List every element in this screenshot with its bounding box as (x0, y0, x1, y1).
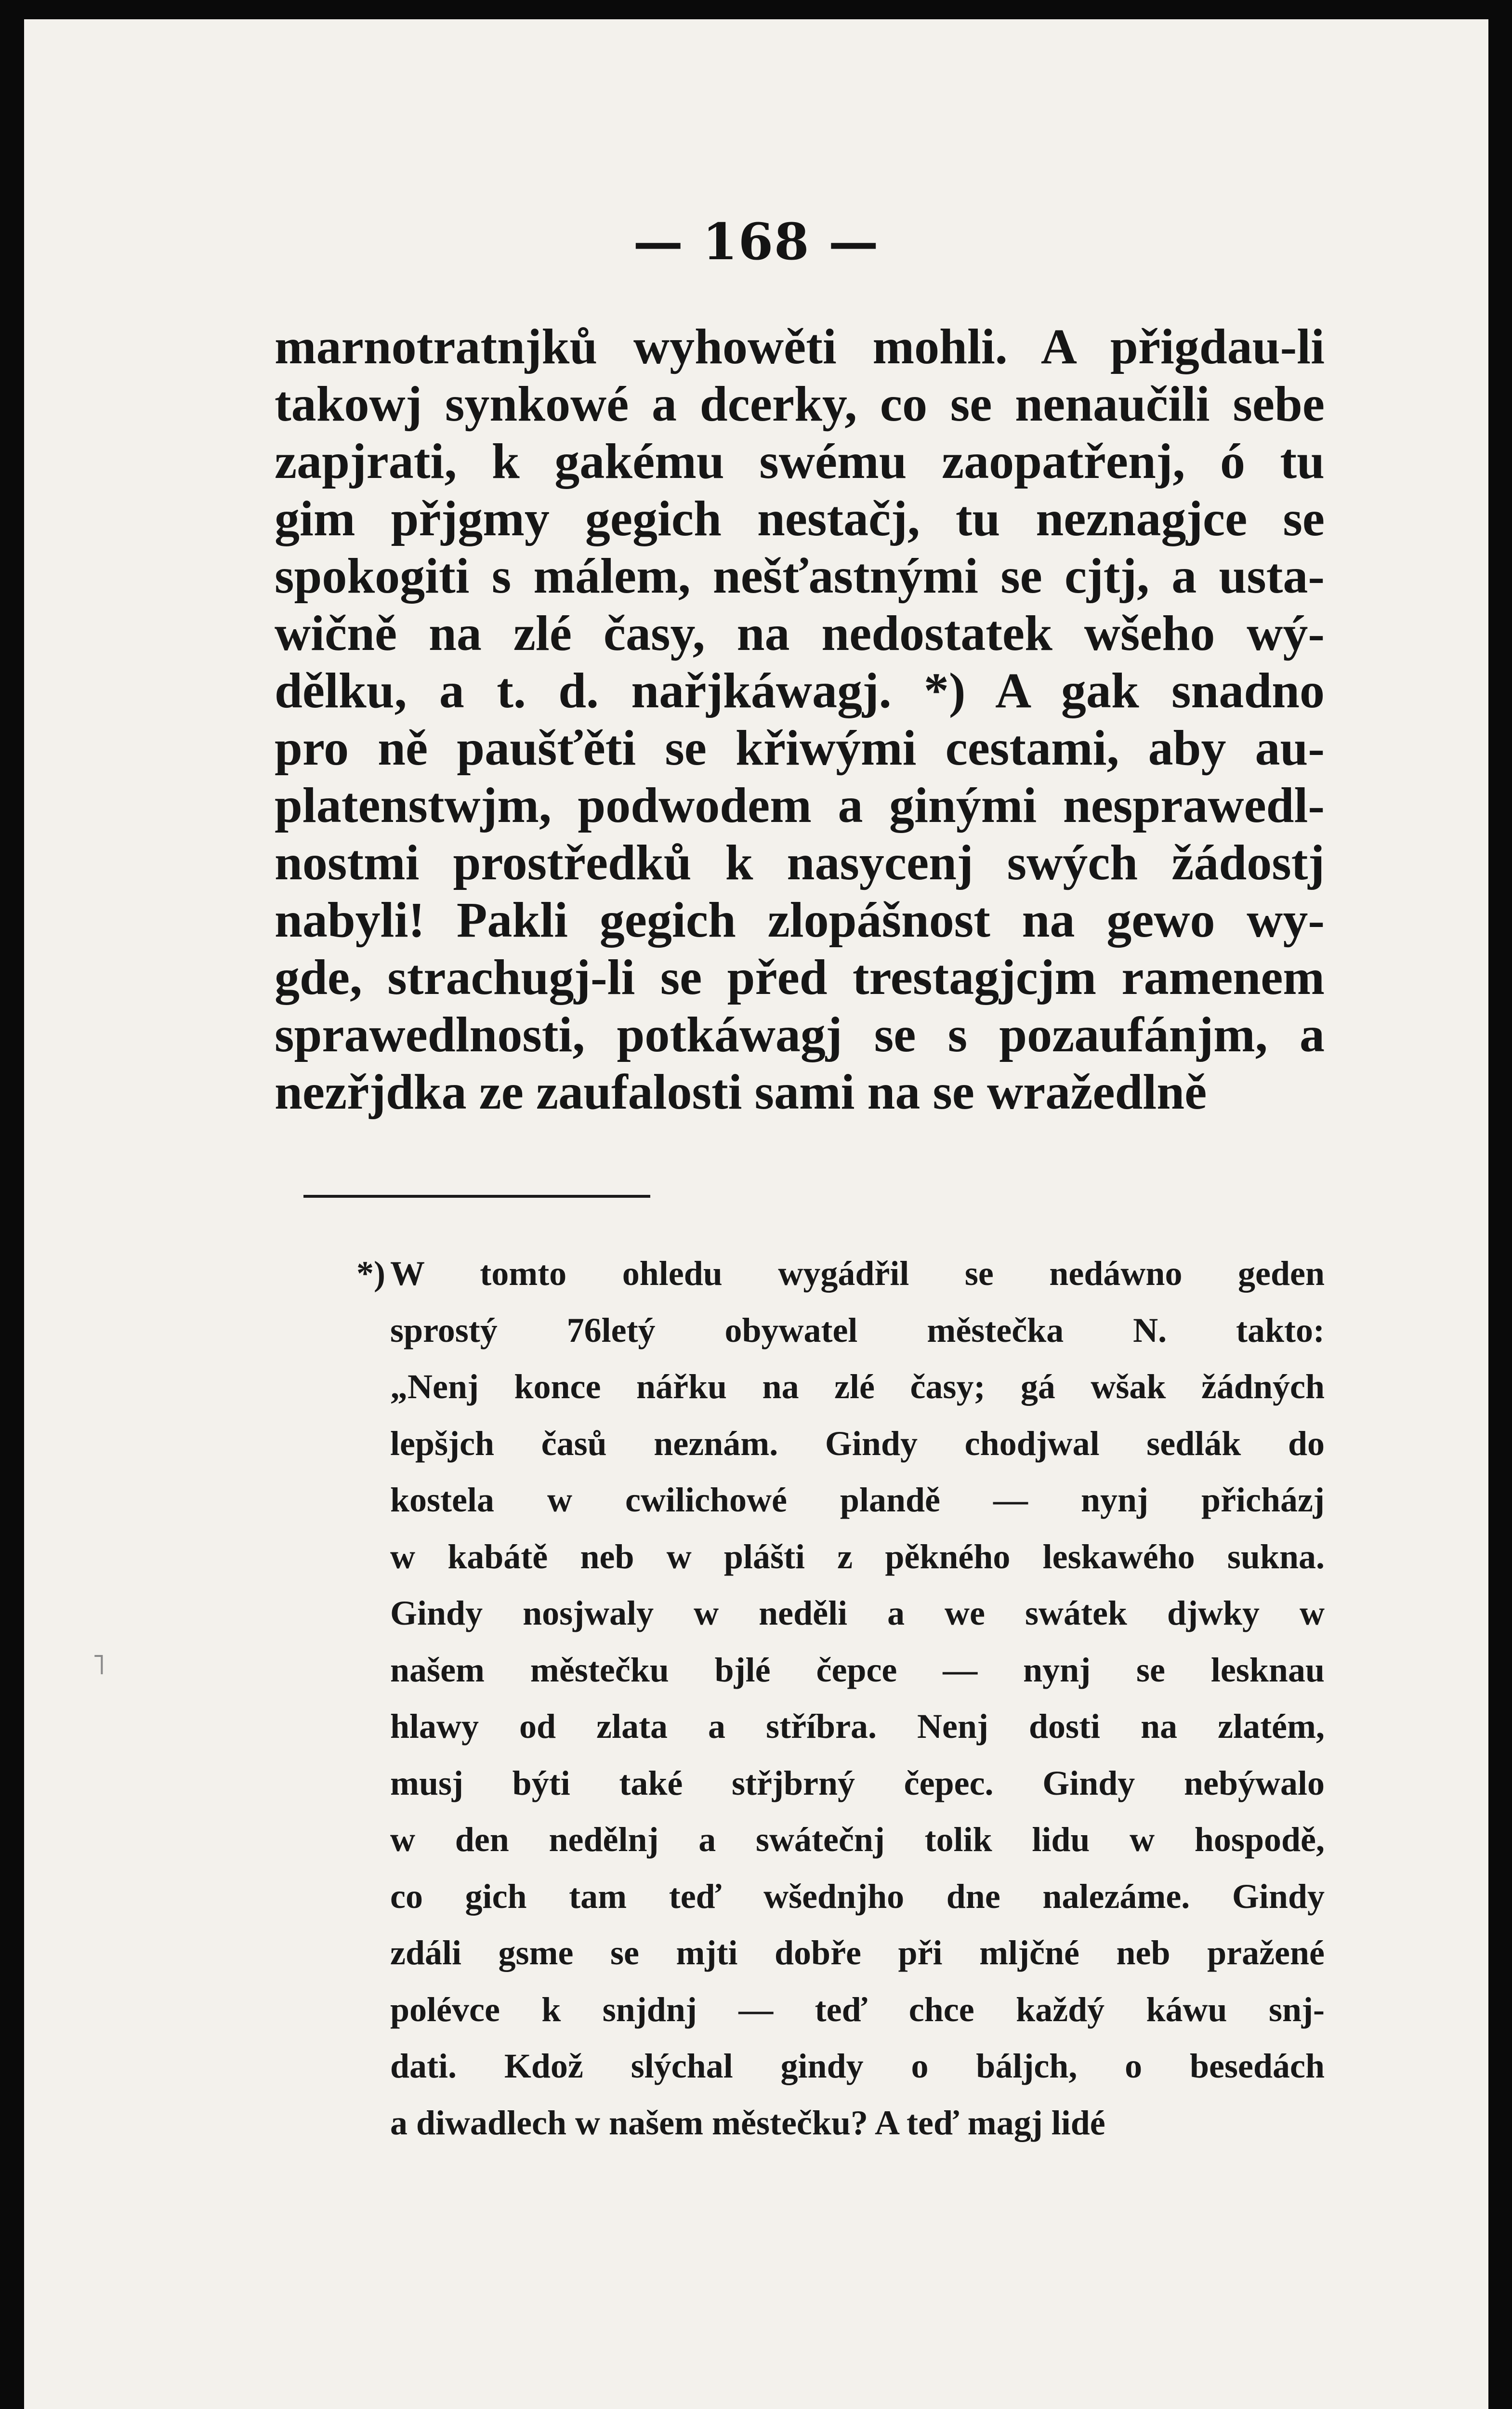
body-text-line: wičně na zlé časy, na nedostatek wšeho wý- (275, 606, 1325, 661)
body-text-line: marnotratnjků wyhowěti mohli. A přigdau-li (275, 319, 1325, 374)
footnote-text-line: hlawy od zlata a stříbra. Nenj dosti na zlatém, (390, 1707, 1325, 1746)
body-text-line: gde, strachugj-li se před trestagjcjm ramenem (275, 950, 1325, 1005)
margin-mark: ˥ (92, 1648, 106, 1681)
body-text-line: sprawedlnosti, potkáwagj se s pozaufánjm, a (275, 1007, 1325, 1062)
body-text-line: dělku, a t. d. nařjkáwagj. *) A gak snadno (275, 663, 1325, 718)
footnote-text-line: kostela w cwilichowé plandě — nynj přicházj (390, 1481, 1325, 1519)
footnote-text-line: sprostý 76letý obywatel městečka N. takto: (390, 1310, 1325, 1350)
book-page (24, 19, 1488, 2409)
footnote-text-line: Gindy nosjwaly w neděli a we swátek djwky w (390, 1594, 1325, 1632)
footnote-text-line: polévce k snjdnj — teď chce každý káwu snj- (390, 1990, 1325, 2029)
body-text-line: spokogiti s málem, nešťastnými se cjtj, a usta- (275, 548, 1325, 604)
footnote-text-line: w den nedělnj a swátečnj tolik lidu w hospodě, (390, 1820, 1325, 1859)
footnote (356, 1245, 1325, 2151)
footnote-text-line: W tomto ohledu wygádřil se nedáwno geden (390, 1254, 1325, 1293)
body-text-line: platenstwjm, podwodem a ginými nesprawedl- (275, 778, 1325, 833)
footnote-text-line: co gich tam teď wšednjho dne nalezáme. Gindy (390, 1877, 1325, 1916)
body-text-line: gim přjgmy gegich nestačj, tu neznagjce se (275, 491, 1325, 546)
footnote-separator-rule (303, 1195, 650, 1198)
body-text-line: pro ně paušťěti se křiwými cestami, aby au- (275, 720, 1325, 776)
footnote-text-line: „Nenj konce nářku na zlé časy; gá wšak žádných (390, 1367, 1325, 1406)
footnote-marker: *) (356, 1254, 385, 1293)
footnote-text-line: musj býti také střjbrný čepec. Gindy nebýwalo (390, 1763, 1325, 1802)
body-text-line: zapjrati, k gakému swému zaopatřenj, ó tu (275, 434, 1325, 489)
main-body-text (275, 318, 1325, 1121)
footnote-text-line: lepšjch časů neznám. Gindy chodjwal sedlák do (390, 1424, 1325, 1463)
footnote-text-line: w kabátě neb w plášti z pěkného leskawého sukna. (390, 1537, 1325, 1576)
body-text-line: nezřjdka ze zaufalosti sami na se wražedlně (275, 1064, 1207, 1120)
body-text-line: nostmi prostředků k nasycenj swých žádostj (275, 835, 1325, 890)
footnote-text-line: našem městečku bjlé čepce — nynj se lesknau (390, 1650, 1325, 1689)
footnote-text-line: a diwadlech w našem městečku? A teď magj lidé (390, 2103, 1105, 2142)
body-text-line: nabyli! Pakli gegich zlopášnost na gewo wy- (275, 892, 1325, 948)
page-number: — 168 — (633, 212, 880, 271)
footnote-text-line: dati. Kdož slýchal gindy o báljch, o besedách (390, 2047, 1325, 2085)
body-text-line: takowj synkowé a dcerky, co se nenaučili sebe (275, 376, 1325, 432)
footnote-text-line: zdáli gsme se mjti dobře při mljčné neb pražené (390, 1933, 1325, 1972)
